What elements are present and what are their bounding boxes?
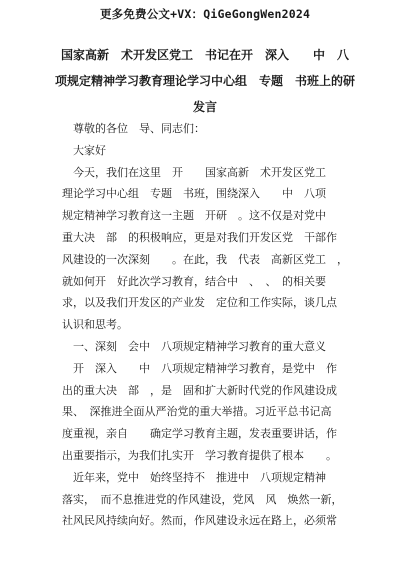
document-body <box>62 118 352 532</box>
body-line: 果、 深推进全面从严治党的重大举措。习近平总书记高 <box>62 405 332 419</box>
body-line: 落实， 而不息推进党的作风建设，党风 风 焕然一新， <box>62 492 343 506</box>
title-line-3: 发言 <box>192 100 217 114</box>
body-line: 理论学习中心组 专题 书班，围绕深入 中 八项 <box>62 187 326 201</box>
body-line: 求，以及我们开发区的产业发 定位和工作实际，谈几点 <box>62 296 337 310</box>
body-line: 度重视，亲自 确定学习教育主题，发表重要讲话，作 <box>62 427 337 441</box>
title-line-1: 国家高新 术开发区党工 书记在开 深入 中 八 <box>60 48 349 62</box>
body-line: 出重要指示，为我们扎实开 学习教育提供了根本 。 <box>62 448 337 462</box>
body-line: 风建设的一次深刻 。在此，我 代表 高新区党工 ， <box>62 252 348 266</box>
document-title <box>52 42 358 120</box>
body-line: 重大决 部 的积极响应，更是对我们开发区党 干部作 <box>62 230 337 244</box>
body-line: 近年来，党中 始终坚持不 推进中 八项规定精神 <box>62 470 326 484</box>
body-line: 出的重大决 部 ，是 固和扩大新时代党的作风建设成 <box>62 383 337 397</box>
promo-header: 更多免费公文+VX：QiGeGongWen2024 <box>99 7 311 21</box>
body-line: 规定精神学习教育这一主题 开研 。这不仅是对党中 <box>62 209 326 223</box>
body-line: 尊敬的各位 导、同志们： <box>62 122 205 135</box>
body-line: 今天，我们在这里 开 国家高新 术开发区党工 <box>62 165 326 179</box>
body-line: 开 深入 中 八项规定精神学习教育，是党中 作 <box>62 361 337 375</box>
body-line: 就如何开 好此次学习教育，结合中 、 、 的相关要 <box>62 274 326 288</box>
body-line: 大家好 <box>62 143 106 157</box>
section-heading: 一、深刻 会中 八项规定精神学习教育的重大意义 <box>62 339 326 353</box>
title-line-2: 项规定精神学习教育理论学习中心组 专题 书班上的研 <box>54 74 355 88</box>
body-line: 认识和思考。 <box>62 318 128 332</box>
body-line: 社风民风持续向好。然而，作风建设永远在路上，必须常 <box>62 514 337 528</box>
